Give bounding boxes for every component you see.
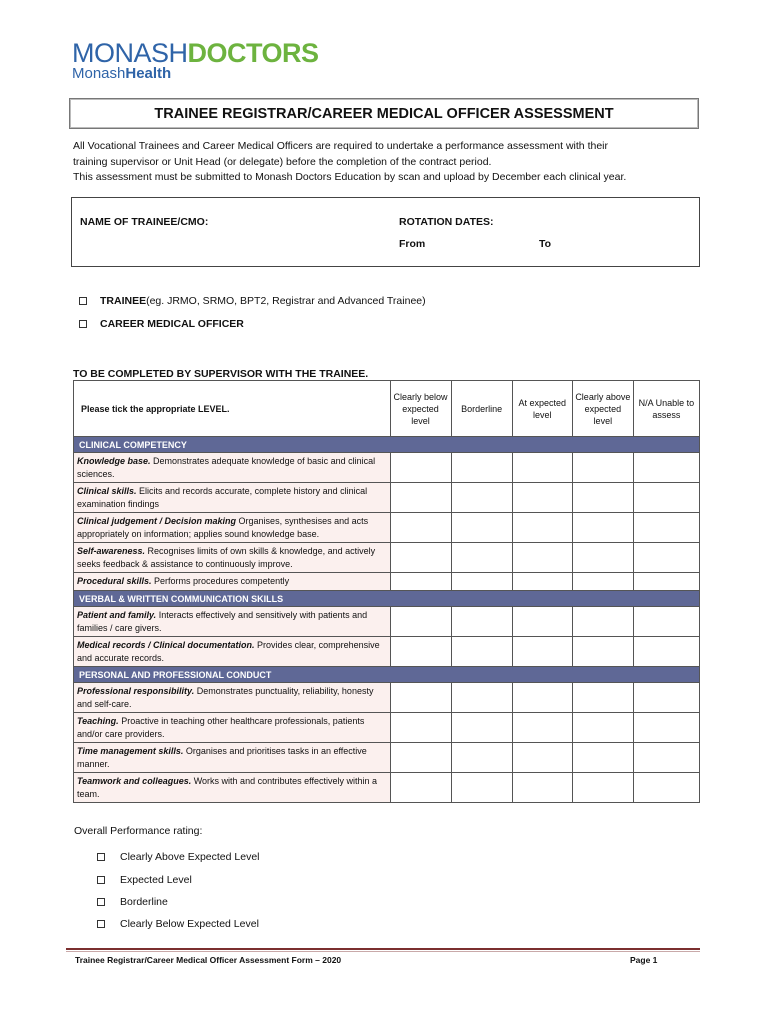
competency-description: Elicits and records accurate, complete history and clinical examination findings [77,486,368,509]
rating-cell[interactable] [633,637,699,667]
level-header: At expected level [512,381,572,437]
rating-cell[interactable] [451,683,512,713]
competency-item [74,683,391,713]
tick-instruction: Please tick the appropriate LEVEL. [74,381,391,437]
competency-name: Clinical skills. [77,486,137,496]
competency-name: Procedural skills. [77,576,152,587]
overall-option-label: Clearly Above Expected Level [120,851,260,863]
rating-cell[interactable] [572,773,633,803]
competency-row [74,713,700,743]
rating-cell[interactable] [390,773,451,803]
competency-item [74,453,391,483]
rating-cell[interactable] [633,607,699,637]
competency-name: Medical records / Clinical documentation. [77,640,255,650]
competency-row [74,637,700,667]
rating-cell[interactable] [451,453,512,483]
rating-cell[interactable] [633,683,699,713]
rating-cell[interactable] [512,637,572,667]
level-header: Clearly above expected level [572,381,633,437]
rating-cell[interactable] [512,773,572,803]
checkbox[interactable] [97,898,105,906]
rating-cell[interactable] [572,513,633,543]
overall-option-label: Expected Level [120,874,192,886]
competency-name: Teamwork and colleagues. [77,776,192,786]
section-title: CLINICAL COMPETENCY [74,437,700,453]
checkbox[interactable] [79,320,87,328]
rating-cell[interactable] [390,573,451,591]
footer-form-name: Trainee Registrar/Career Medical Officer Assessment Form – 2020 [75,955,342,965]
role-option-detail: (eg. JRMO, SRMO, BPT2, Registrar and Advanced Trainee) [146,295,426,307]
intro-line: training supervisor or Unit Head (or delegate) before the completion of the contract period. [73,155,492,168]
section-row [74,437,700,453]
overall-rating-label: Overall Performance rating: [74,825,203,837]
rating-cell[interactable] [572,713,633,743]
rating-cell[interactable] [572,573,633,591]
overall-option-label: Clearly Below Expected Level [120,918,259,930]
rating-cell[interactable] [451,573,512,591]
overall-option-label: Borderline [120,896,168,908]
intro-line: All Vocational Trainees and Career Medical Officers are required to undertake a performance assessment with their [73,140,608,152]
competency-description: Demonstrates adequate knowledge of basic and clinical sciences. [77,456,376,479]
form-title: TRAINEE REGISTRAR/CAREER MEDICAL OFFICER ASSESSMENT [154,105,614,122]
competency-name: Clinical judgement / Decision making [77,516,237,526]
overall-option[interactable] [97,851,260,863]
rating-cell[interactable] [633,713,699,743]
to-label: To [539,238,552,250]
competency-name: Time management skills. [77,746,184,756]
rating-cell[interactable] [633,543,699,573]
rating-cell[interactable] [572,743,633,773]
rating-cell[interactable] [512,683,572,713]
rating-cell[interactable] [633,573,699,591]
rating-cell[interactable] [633,773,699,803]
rating-cell[interactable] [633,483,699,513]
rating-cell[interactable] [390,637,451,667]
rating-cell[interactable] [390,607,451,637]
section-row [74,667,700,683]
rating-cell[interactable] [512,543,572,573]
competency-row [74,773,700,803]
rating-cell[interactable] [390,483,451,513]
rating-cell[interactable] [451,607,512,637]
rating-cell[interactable] [512,713,572,743]
rating-cell[interactable] [572,543,633,573]
rating-cell[interactable] [512,513,572,543]
overall-option[interactable] [97,874,192,886]
rating-cell[interactable] [451,513,512,543]
footer-divider-thin [66,951,700,952]
footer-page-number: Page 1 [630,955,658,965]
rating-cell[interactable] [572,607,633,637]
competency-row [74,543,700,573]
competency-row [74,573,700,591]
competency-row [74,683,700,713]
competency-description: Proactive in teaching other healthcare professionals, patients and/or care providers. [77,716,365,739]
competency-name: Professional responsibility. [77,686,195,696]
rating-cell[interactable] [451,483,512,513]
rating-cell[interactable] [572,483,633,513]
competency-item [74,713,391,743]
rating-cell[interactable] [512,483,572,513]
competency-row [74,607,700,637]
section-title: VERBAL & WRITTEN COMMUNICATION SKILLS [74,591,700,607]
rating-cell[interactable] [390,713,451,743]
logo-doctors-text: DOCTORS [187,38,319,68]
competency-item [74,773,391,803]
competency-row [74,743,700,773]
assessment-table [73,380,700,803]
section-title: PERSONAL AND PROFESSIONAL CONDUCT [74,667,700,683]
rating-cell[interactable] [512,453,572,483]
competency-description: Recognises limits of own skills & knowledge, and actively seeks feedback & assistance to continuously improve. [77,546,376,569]
competency-description: Organises and prioritises tasks in an effective manner. [77,746,367,769]
competency-description: Works with and contributes effectively within a team. [77,776,377,799]
competency-name: Teaching. [77,716,119,726]
checkbox[interactable] [79,297,87,305]
name-label: NAME OF TRAINEE/CMO: [80,216,209,228]
rating-cell[interactable] [451,773,512,803]
competency-description: Demonstrates punctuality, reliability, honesty and self-care. [77,686,374,709]
rating-cell[interactable] [390,453,451,483]
level-header: Clearly below expected level [390,381,451,437]
rating-cell[interactable] [451,713,512,743]
section-row [74,591,700,607]
rating-cell[interactable] [512,743,572,773]
competency-description: Performs procedures competently [151,576,290,587]
trainee-details-box[interactable] [71,197,700,267]
footer-divider [66,948,700,950]
overall-option[interactable] [97,896,168,908]
competency-item [74,607,391,637]
competency-name: Knowledge base. [77,456,151,466]
checkbox[interactable] [97,876,105,884]
rating-cell[interactable] [572,453,633,483]
rating-cell[interactable] [390,683,451,713]
rating-cell[interactable] [390,513,451,543]
role-option-label: CAREER MEDICAL OFFICER [100,318,244,330]
role-option-cmo[interactable] [79,318,244,330]
competency-item [74,743,391,773]
intro-paragraph [73,139,713,186]
rating-cell[interactable] [633,513,699,543]
form-title-box [69,98,699,129]
rating-cell[interactable] [633,743,699,773]
competency-item [74,573,391,591]
rating-cell[interactable] [512,573,572,591]
rating-cell[interactable] [572,637,633,667]
rotation-dates-label: ROTATION DATES: [399,216,494,228]
supervisor-note: TO BE COMPLETED BY SUPERVISOR WITH THE TRAINEE. [73,368,369,380]
level-header: Borderline [451,381,512,437]
competency-name: Patient and family. [77,610,157,620]
rating-cell[interactable] [572,683,633,713]
logo-sub-health: Health [125,65,172,82]
overall-option[interactable] [97,918,259,930]
competency-item [74,543,391,573]
competency-item [74,483,391,513]
competency-description: Provides clear, comprehensive and accurate records. [77,640,380,663]
competency-name: Self-awareness. [77,546,146,556]
table-header-row [74,381,700,437]
competency-description: Interacts effectively and sensitively with patients and families / care givers. [77,610,368,633]
logo-sub-monash: Monash [72,65,126,82]
rating-cell[interactable] [451,543,512,573]
rating-cell[interactable] [390,743,451,773]
rating-cell[interactable] [451,743,512,773]
competency-description: Organises, synthesises and acts appropriately on information; applies sound knowledge base. [77,516,369,539]
rating-cell[interactable] [512,607,572,637]
competency-item [74,513,391,543]
competency-row [74,483,700,513]
rating-cell[interactable] [633,453,699,483]
intro-line: This assessment must be submitted to Monash Doctors Education by scan and upload by December each clinical year. [73,171,627,183]
logo-monash-text: MONASH [72,38,188,68]
checkbox[interactable] [97,853,105,861]
competency-item [74,637,391,667]
rating-cell[interactable] [390,543,451,573]
role-option-trainee[interactable] [79,295,426,307]
from-label: From [399,238,426,250]
monash-doctors-logo [72,40,319,82]
checkbox[interactable] [97,920,105,928]
level-header: N/A Unable to assess [633,381,699,437]
competency-row [74,453,700,483]
rating-cell[interactable] [451,637,512,667]
role-option-label: TRAINEE [100,295,147,307]
competency-row [74,513,700,543]
